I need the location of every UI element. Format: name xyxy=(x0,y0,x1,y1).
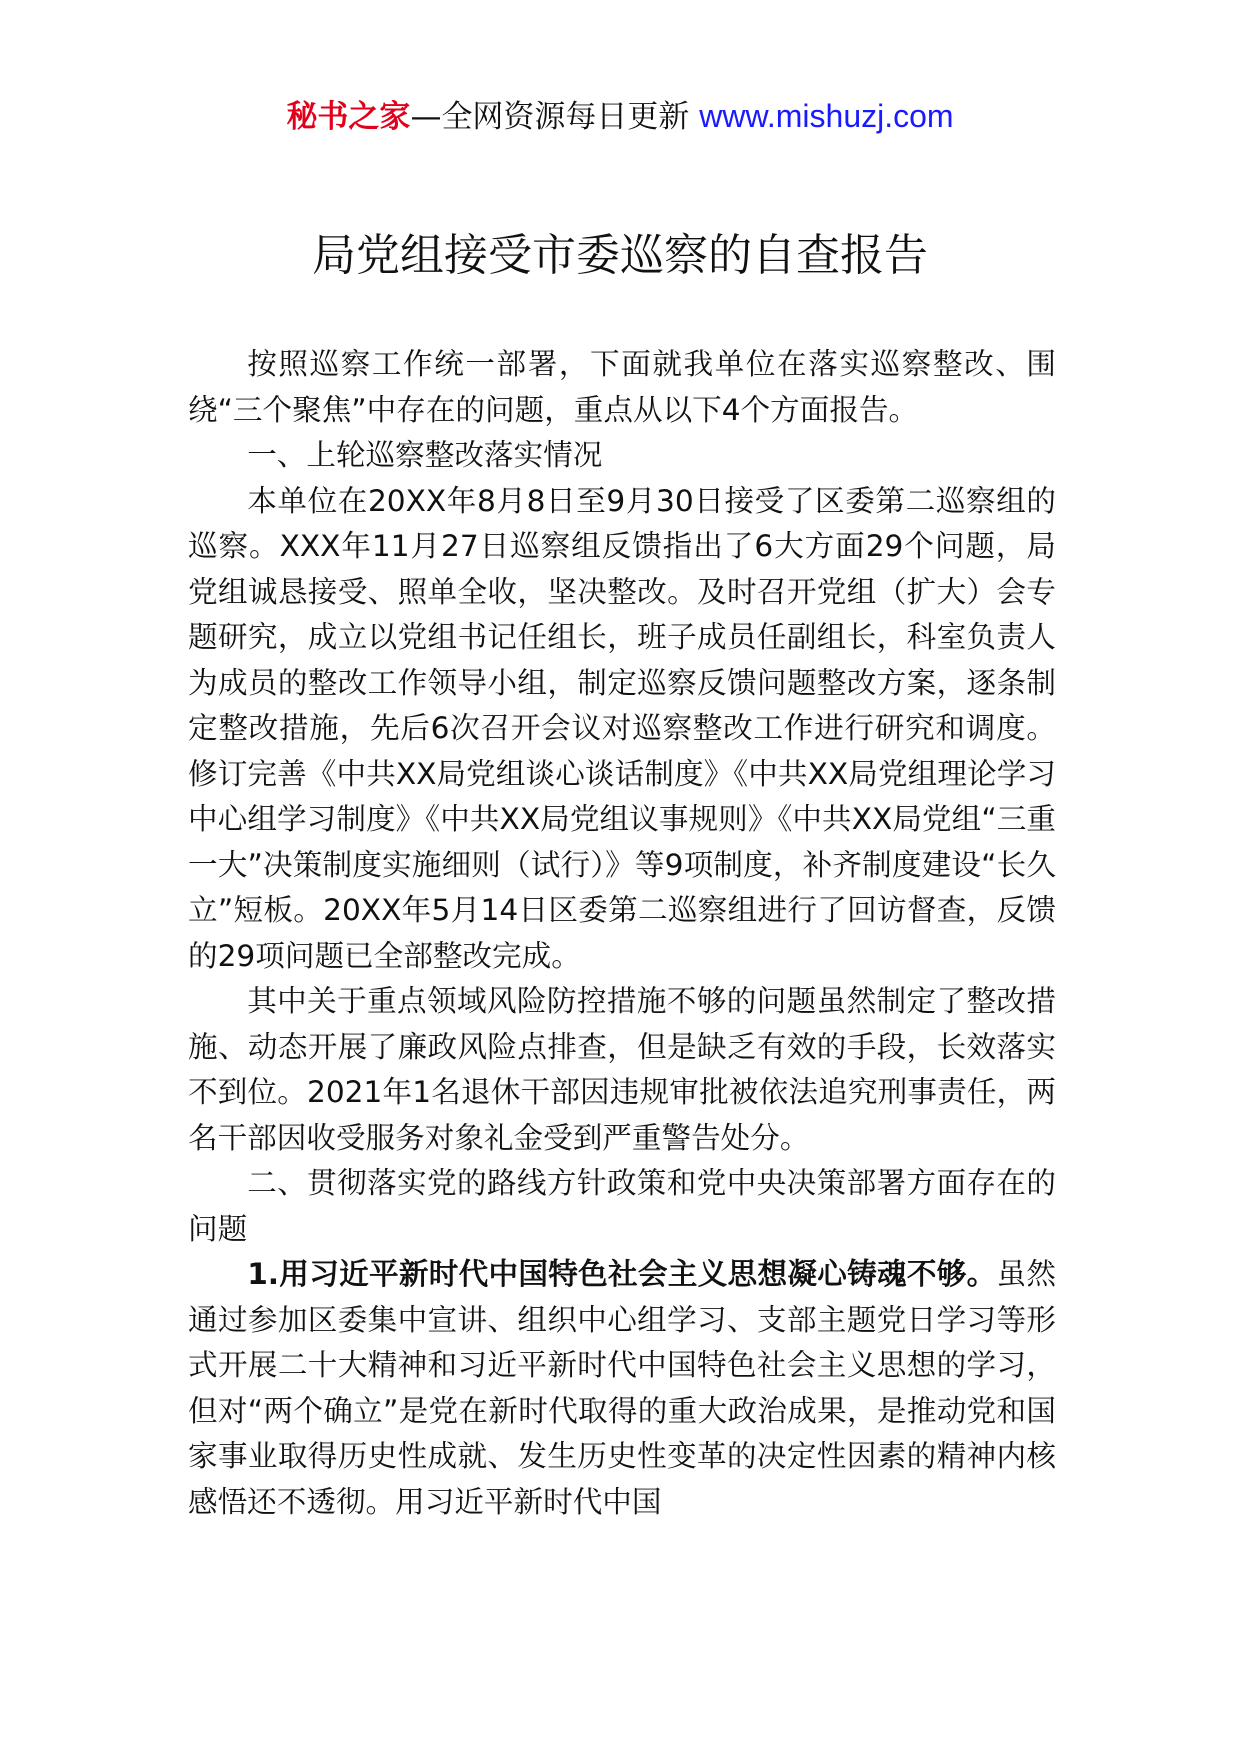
site-header xyxy=(0,96,1240,137)
paragraph-point-1 xyxy=(188,1252,1056,1525)
intro-paragraph: 按照巡察工作统一部署，下面就我单位在落实巡察整改、围绕“三个聚焦”中存在的问题，重点从以下4个方面报告。 xyxy=(188,347,1056,427)
paragraph-risk-control: 其中关于重点领域风险防控措施不够的问题虽然制定了整改措施、动态开展了廉政风险点排查，但是缺乏有效的手段，长效落实不到位。2021年1名退休干部因违规审批被依法追究刑事责任，两名干部因收受服务对象礼金受到严重警告处分。 xyxy=(188,984,1056,1155)
document-title: 局党组接受市委巡察的自查报告 xyxy=(312,230,928,281)
header-tagline: —全网资源每日更新 xyxy=(410,99,690,135)
paragraph-rectification: 本单位在20XX年8月8日至9月30日接受了区委第二巡察组的巡察。XXX年11月27日巡察组反馈指出了6大方面29个问题，局党组诚恳接受、照单全收，坚决整改。及时召开党组（扩大）会专题研究，成立以党组书记任组长，班子成员任副组长，科室负责人为成员的整改工作领导小组，制定巡察反馈问题整改方案，逐条制定整改措施，先后6次召开会议对巡察整改工作进行研究和调度。修订完善《中共XX局党组谈心谈话制度》《中共XX局党组理论学习中心组学习制度》《中共XX局党组议事规则》《中共XX局党组“三重一大”决策制度实施细则（试行）》等9项制度，补齐制度建设“长久立”短板。20XX年5月14日区委第二巡察组进行了回访督查，反馈的29项问题已全部整改完成。 xyxy=(188,483,1056,973)
section-heading-1: 一、上轮巡察整改落实情况 xyxy=(247,438,603,472)
document-body xyxy=(188,342,1056,1525)
brand-name: 秘书之家 xyxy=(286,99,411,135)
point-1-text: 虽然通过参加区委集中宣讲、组织中心组学习、支部主题党日学习等形式开展二十大精神和习近平新时代中国特色社会主义思想的学习，但对“两个确立”是党在新时代取得的重大政治成果，是推动党和国家事业取得历史性成就、发生历史性变革的决定性因素的精神内核感悟还不透彻。用习近平新时代中国 xyxy=(188,1257,1056,1519)
site-url-link[interactable]: www.mishuzj.com xyxy=(699,98,954,134)
point-1-heading: 1.用习近平新时代中国特色社会主义思想凝心铸魂不够。 xyxy=(247,1257,997,1291)
section-heading-2: 二、贯彻落实党的路线方针政策和党中央决策部署方面存在的问题 xyxy=(188,1166,1056,1246)
